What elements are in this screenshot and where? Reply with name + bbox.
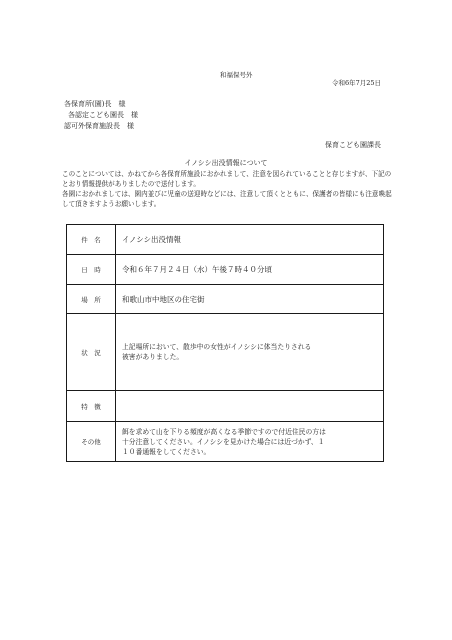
row-value: 和歌山市中地区の住宅街 xyxy=(116,285,384,314)
recipients-block xyxy=(64,99,138,132)
recipient-line: 各認定こども園長 様 xyxy=(68,111,138,119)
row-label: 場 所 xyxy=(67,285,116,314)
row-label: 状 況 xyxy=(67,314,116,391)
row-value xyxy=(116,314,384,391)
table-row xyxy=(67,391,384,422)
table-row xyxy=(67,225,384,255)
row-value xyxy=(116,422,384,462)
value-line: 被害がありました。 xyxy=(122,353,184,361)
row-value: 令和６年７月２４日（水）午後７時４０分頃 xyxy=(116,255,384,285)
row-label: その他 xyxy=(67,422,116,462)
value-line: 十分注意してください。イノシシを見かけた場合には近づかず、１ xyxy=(122,437,325,446)
table-row xyxy=(67,314,384,391)
recipient-line: 各保育所(園)長 様 xyxy=(64,100,126,108)
value-line: １０番通報をしてください。 xyxy=(122,447,211,456)
value-line: 餌を求めて山を下りる頻度が高くなる季節ですので付近住民の方は xyxy=(122,427,326,436)
row-label: 日 時 xyxy=(67,255,116,285)
document-date: 令和6年7月25日 xyxy=(331,79,381,87)
sender: 保育こども園課長 xyxy=(325,141,381,149)
body-text xyxy=(62,169,392,209)
row-label: 件 名 xyxy=(67,225,116,255)
table-row xyxy=(67,422,384,462)
recipient-line: 認可外保育施設長 様 xyxy=(64,122,134,130)
table-row xyxy=(67,255,384,285)
row-label: 特 徴 xyxy=(67,391,116,422)
body-paragraph: 各園におかれましては、園内並びに児童の送迎時などには、注意して頂くとともに、保護者の皆様にも注意喚起して頂きますようお願いします。 xyxy=(62,190,392,208)
body-paragraph: このことについては、かねてから各保育所施設におかれまして、注意を図られていることと存じますが、下記のとおり情報提供がありましたので送付します。 xyxy=(62,170,392,188)
row-value: イノシシ出没情報 xyxy=(116,225,384,255)
info-table xyxy=(66,224,384,462)
document-number: 和福保号外 xyxy=(220,71,253,79)
subject-title: イノシシ出没情報について xyxy=(184,159,268,167)
value-line: 上記場所において、散歩中の女性がイノシシに体当たりされる xyxy=(122,343,312,351)
row-value xyxy=(116,391,384,422)
table-row xyxy=(67,285,384,314)
